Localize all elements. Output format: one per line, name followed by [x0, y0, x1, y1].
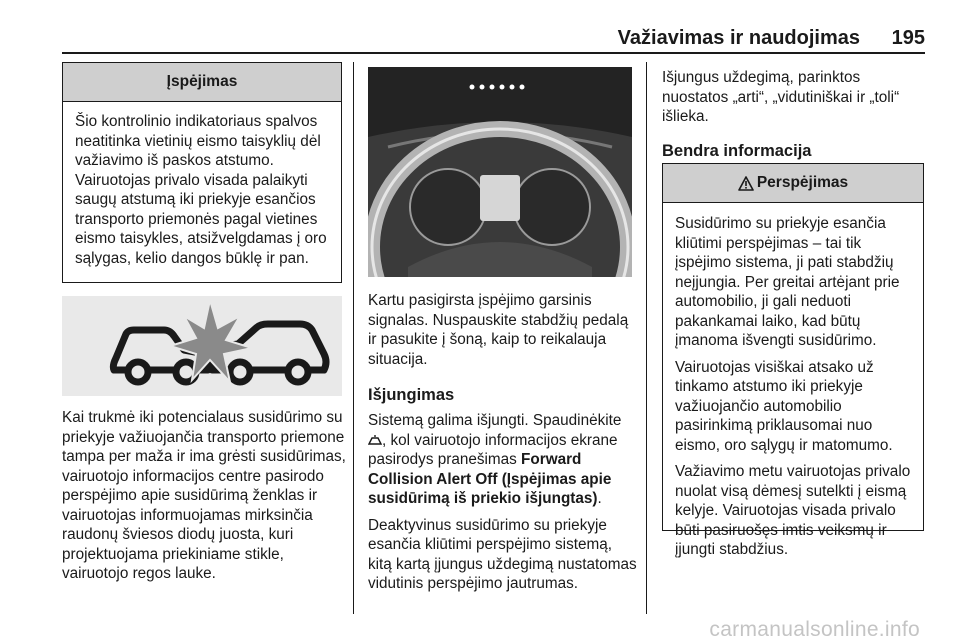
right-column: [662, 68, 928, 161]
caution-text-3: Važiavimo metu vairuotojas privalo nuolat visą dėmesį sutelkti į eismą kelyje. Vairuotojas visada privalo būti pasiruošęs imtis veiksmų ir įjungti stabdžius.: [675, 463, 911, 558]
running-header-title: Važiavimas ir naudojimas: [617, 27, 860, 49]
front-car-wheel-icon: [288, 362, 308, 382]
caution-box: [662, 163, 924, 558]
dashboard-illustration: [368, 67, 632, 277]
caution-text-1: Susidūrimo su priekyje esančia kliūtimi perspėjimas – tai tik įspėjimo sistema, ji pati stabdžių neįjungia. Per greitai artėjant prie automobilio, ji gali neduoti pakankamai laiko, kad būtų įmanoma išvengti susidūrimo.: [675, 215, 900, 349]
caution-text-2: Vairuotojas visiškai atsako už tinkamo atstumo iki priekyje važiuojančio automobilio pasirinkimą priklausomai nuo eismo, oro sąlygų ir matomumo.: [675, 358, 893, 454]
paragraph2-middle: , kol vairuotojo informacijos ekrane pasirodys pranešimas: [368, 431, 618, 468]
front-car-wheel-icon: [230, 362, 250, 382]
watermark: carmanualsonline.info: [709, 618, 920, 641]
caution-box-header: [663, 164, 923, 203]
tachometer-gauge: [514, 169, 590, 245]
section-heading-general-info: Bendra informacija: [662, 141, 812, 160]
warning-box: [62, 62, 342, 283]
middle-column: [368, 291, 638, 594]
middle-paragraph-2: [368, 411, 638, 509]
paragraph2-end: .: [597, 490, 602, 507]
warning-box-text: Šio kontrolinio indikatoriaus spalvos neatitinka vietinių eismo taisyklių dėl važiavimo iš paskos atstumo. Vairuotojas privalo visada palaikyti saugų atstumą iki priekyje esančios transporto priemonės pagal vietines eismo taisykles, atsižvelgdamas į oro sąlygas, kelio dangos būklę ir pan.: [75, 113, 327, 267]
left-column-text: [62, 408, 346, 584]
driver-info-center-display: [480, 175, 520, 221]
paragraph2-start: Sistemą galima išjungti. Spaudinėkite: [368, 412, 622, 429]
collision-warning-illustration: [62, 296, 342, 396]
forward-collision-alert-off-message: Forward Collision Alert Off (Įspėjimas apie susidūrimą iš priekio išjungtas): [368, 451, 612, 507]
collision-alert-button-icon: [368, 434, 382, 446]
column-divider-1: [353, 62, 354, 614]
caution-box-title: Perspėjimas: [756, 174, 849, 191]
middle-paragraph-3: Deaktyvinus susidūrimo su priekyje esančia kliūtimi perspėjimo sistemą, kitą kartą įjungus uždegimą nustatomas vidutinis perspėjimo jautrumas.: [368, 516, 637, 592]
speedometer-gauge: [410, 169, 486, 245]
warning-box-title: Įspėjimas: [63, 63, 341, 102]
warning-triangle-icon: [738, 176, 754, 191]
caution-box-wrapper: [662, 163, 924, 558]
left-paragraph: Kai trukmė iki potencialaus susidūrimo su priekyje važiuojančia transporto priemone tampa per maža ir ima grėsti susidūrimas, vairuotojo informacijos centre pasirodo perspėjimo apie susidūrimą ženklas ir vairuotojas informuojamas mirksinčia raudonų šviesos diodų juosta, kuri projektuojama priekiniame stikle, vairuotojo regos lauke.: [62, 409, 346, 582]
left-column: [62, 62, 342, 283]
middle-paragraph-1: Kartu pasigirsta įspėjimo garsinis signalas. Nuspauskite stabdžių pedalą ir pasukite į šoną, kaip to reikalauja situacija.: [368, 292, 629, 368]
right-paragraph-1: Išjungus uždegimą, parinktos nuostatos „arti“, „vidutiniškai ir „toli“ išlieka.: [662, 69, 900, 125]
rear-car-wheel-icon: [128, 362, 148, 382]
header-rule: [62, 52, 925, 54]
page-number: 195: [891, 27, 925, 49]
column-divider-2: [646, 62, 647, 614]
section-heading-deactivation: Išjungimas: [368, 386, 455, 404]
